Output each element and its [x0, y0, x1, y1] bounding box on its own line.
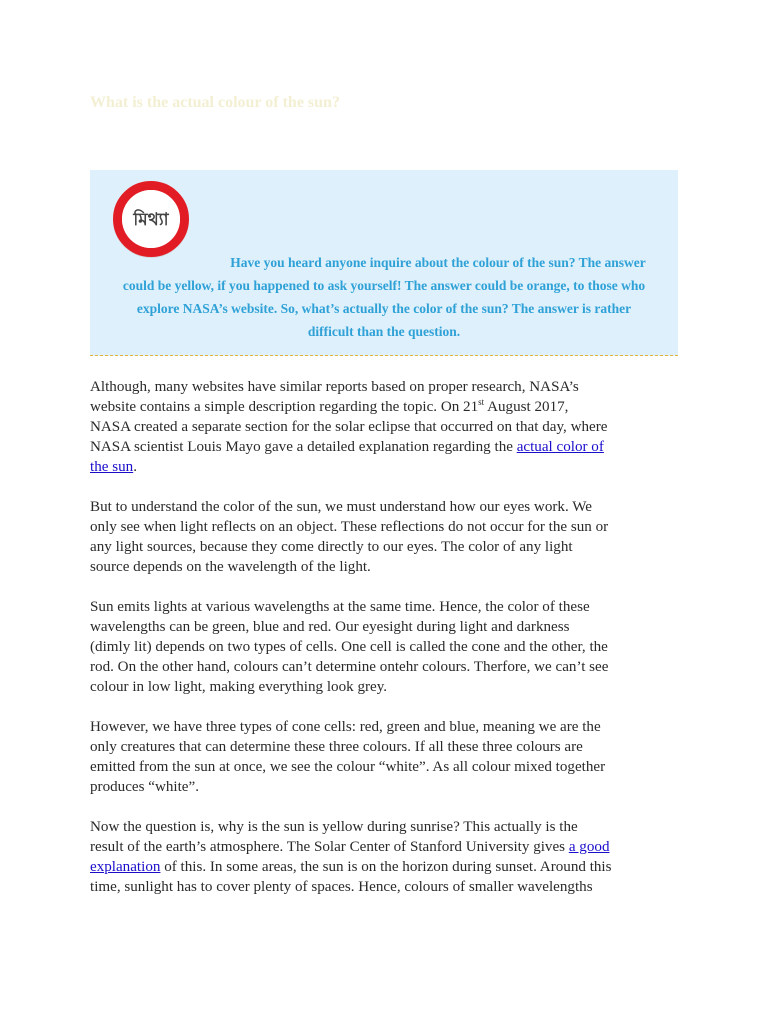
text-line: wavelengths can be green, blue and red. Our eyesight during light and darkness — [90, 619, 570, 635]
good-explanation-link-continued[interactable]: explanation — [90, 859, 161, 875]
text-line: (dimly lit) depends on two types of cells. One cell is called the cone and the other, the — [90, 639, 608, 655]
good-explanation-link[interactable]: a good — [568, 839, 610, 855]
text-line: Sun emits lights at various wavelengths at the same time. Hence, the color of these — [90, 599, 590, 615]
callout-line: could be yellow, if you happened to ask yourself! The answer could be orange, to those who — [122, 278, 646, 293]
ordinal-suffix: st — [478, 396, 485, 407]
paragraph-sunrise — [90, 817, 682, 897]
text-fragment: NASA scientist Louis Mayo gave a detailed explanation regarding the — [90, 439, 517, 455]
paragraph-nasa-reports — [90, 377, 682, 477]
callout-line: difficult than the question. — [307, 324, 461, 339]
paragraph-wavelengths — [90, 597, 682, 697]
text-line: rod. On the other hand, colours can’t determine ontehr colours. Therfore, we can’t see — [90, 659, 609, 675]
text-fragment: . — [133, 459, 137, 475]
article-title: What is the actual colour of the sun? — [90, 94, 340, 111]
paragraph-cone-cells — [90, 717, 682, 797]
text-line: produces “white”. — [90, 779, 199, 795]
text-line — [90, 397, 682, 417]
text-fragment: August 2017, — [484, 399, 569, 415]
article-body — [90, 377, 682, 917]
text-fragment: website contains a simple description regarding the topic. On 21 — [90, 399, 479, 415]
text-line: However, we have three types of cone cells: red, green and blue, meaning we are the — [90, 719, 601, 735]
text-line: source depends on the wavelength of the light. — [90, 559, 371, 575]
text-line — [90, 437, 682, 457]
text-line — [90, 457, 682, 477]
text-line: But to understand the color of the sun, we must understand how our eyes work. We — [90, 499, 592, 515]
callout-line: Have you heard anyone inquire about the colour of the sun? The answer — [230, 255, 646, 270]
text-line: time, sunlight has to cover plenty of spaces. Hence, colours of smaller wavelengths — [90, 879, 593, 895]
text-line: NASA created a separate section for the solar eclipse that occurred on that day, where — [90, 419, 608, 435]
text-line — [90, 837, 682, 857]
text-line: emitted from the sun at once, we see the colour “white”. As all colour mixed together — [90, 759, 606, 775]
paragraph-eyes-work — [90, 497, 682, 577]
text-line: Although, many websites have similar reports based on proper research, NASA’s — [90, 379, 579, 395]
callout-summary — [90, 251, 678, 343]
text-fragment: of this. In some areas, the sun is on the horizon during sunset. Around this — [160, 859, 612, 875]
actual-color-link[interactable]: actual color of — [516, 439, 604, 455]
text-line — [90, 857, 682, 877]
text-fragment: result of the earth’s atmosphere. The Solar Center of Stanford University gives — [90, 839, 569, 855]
callout-line: explore NASA’s website. So, what’s actually the color of the sun? The answer is rather — [136, 301, 632, 316]
actual-color-link-continued[interactable]: the sun — [90, 459, 134, 475]
text-line: only creatures that can determine these three colours. If all these three colours are — [90, 739, 583, 755]
text-line: Now the question is, why is the sun is yellow during sunrise? This actually is the — [90, 819, 578, 835]
claim-callout-box — [90, 170, 678, 356]
text-line: colour in low light, making everything look grey. — [90, 679, 388, 695]
text-line: only see when light reflects on an object. These reflections do not occur for the sun or — [90, 519, 609, 535]
text-line: any light sources, because they come directly to our eyes. The color of any light — [90, 539, 573, 555]
badge-text: মিথ্যা — [133, 210, 169, 230]
